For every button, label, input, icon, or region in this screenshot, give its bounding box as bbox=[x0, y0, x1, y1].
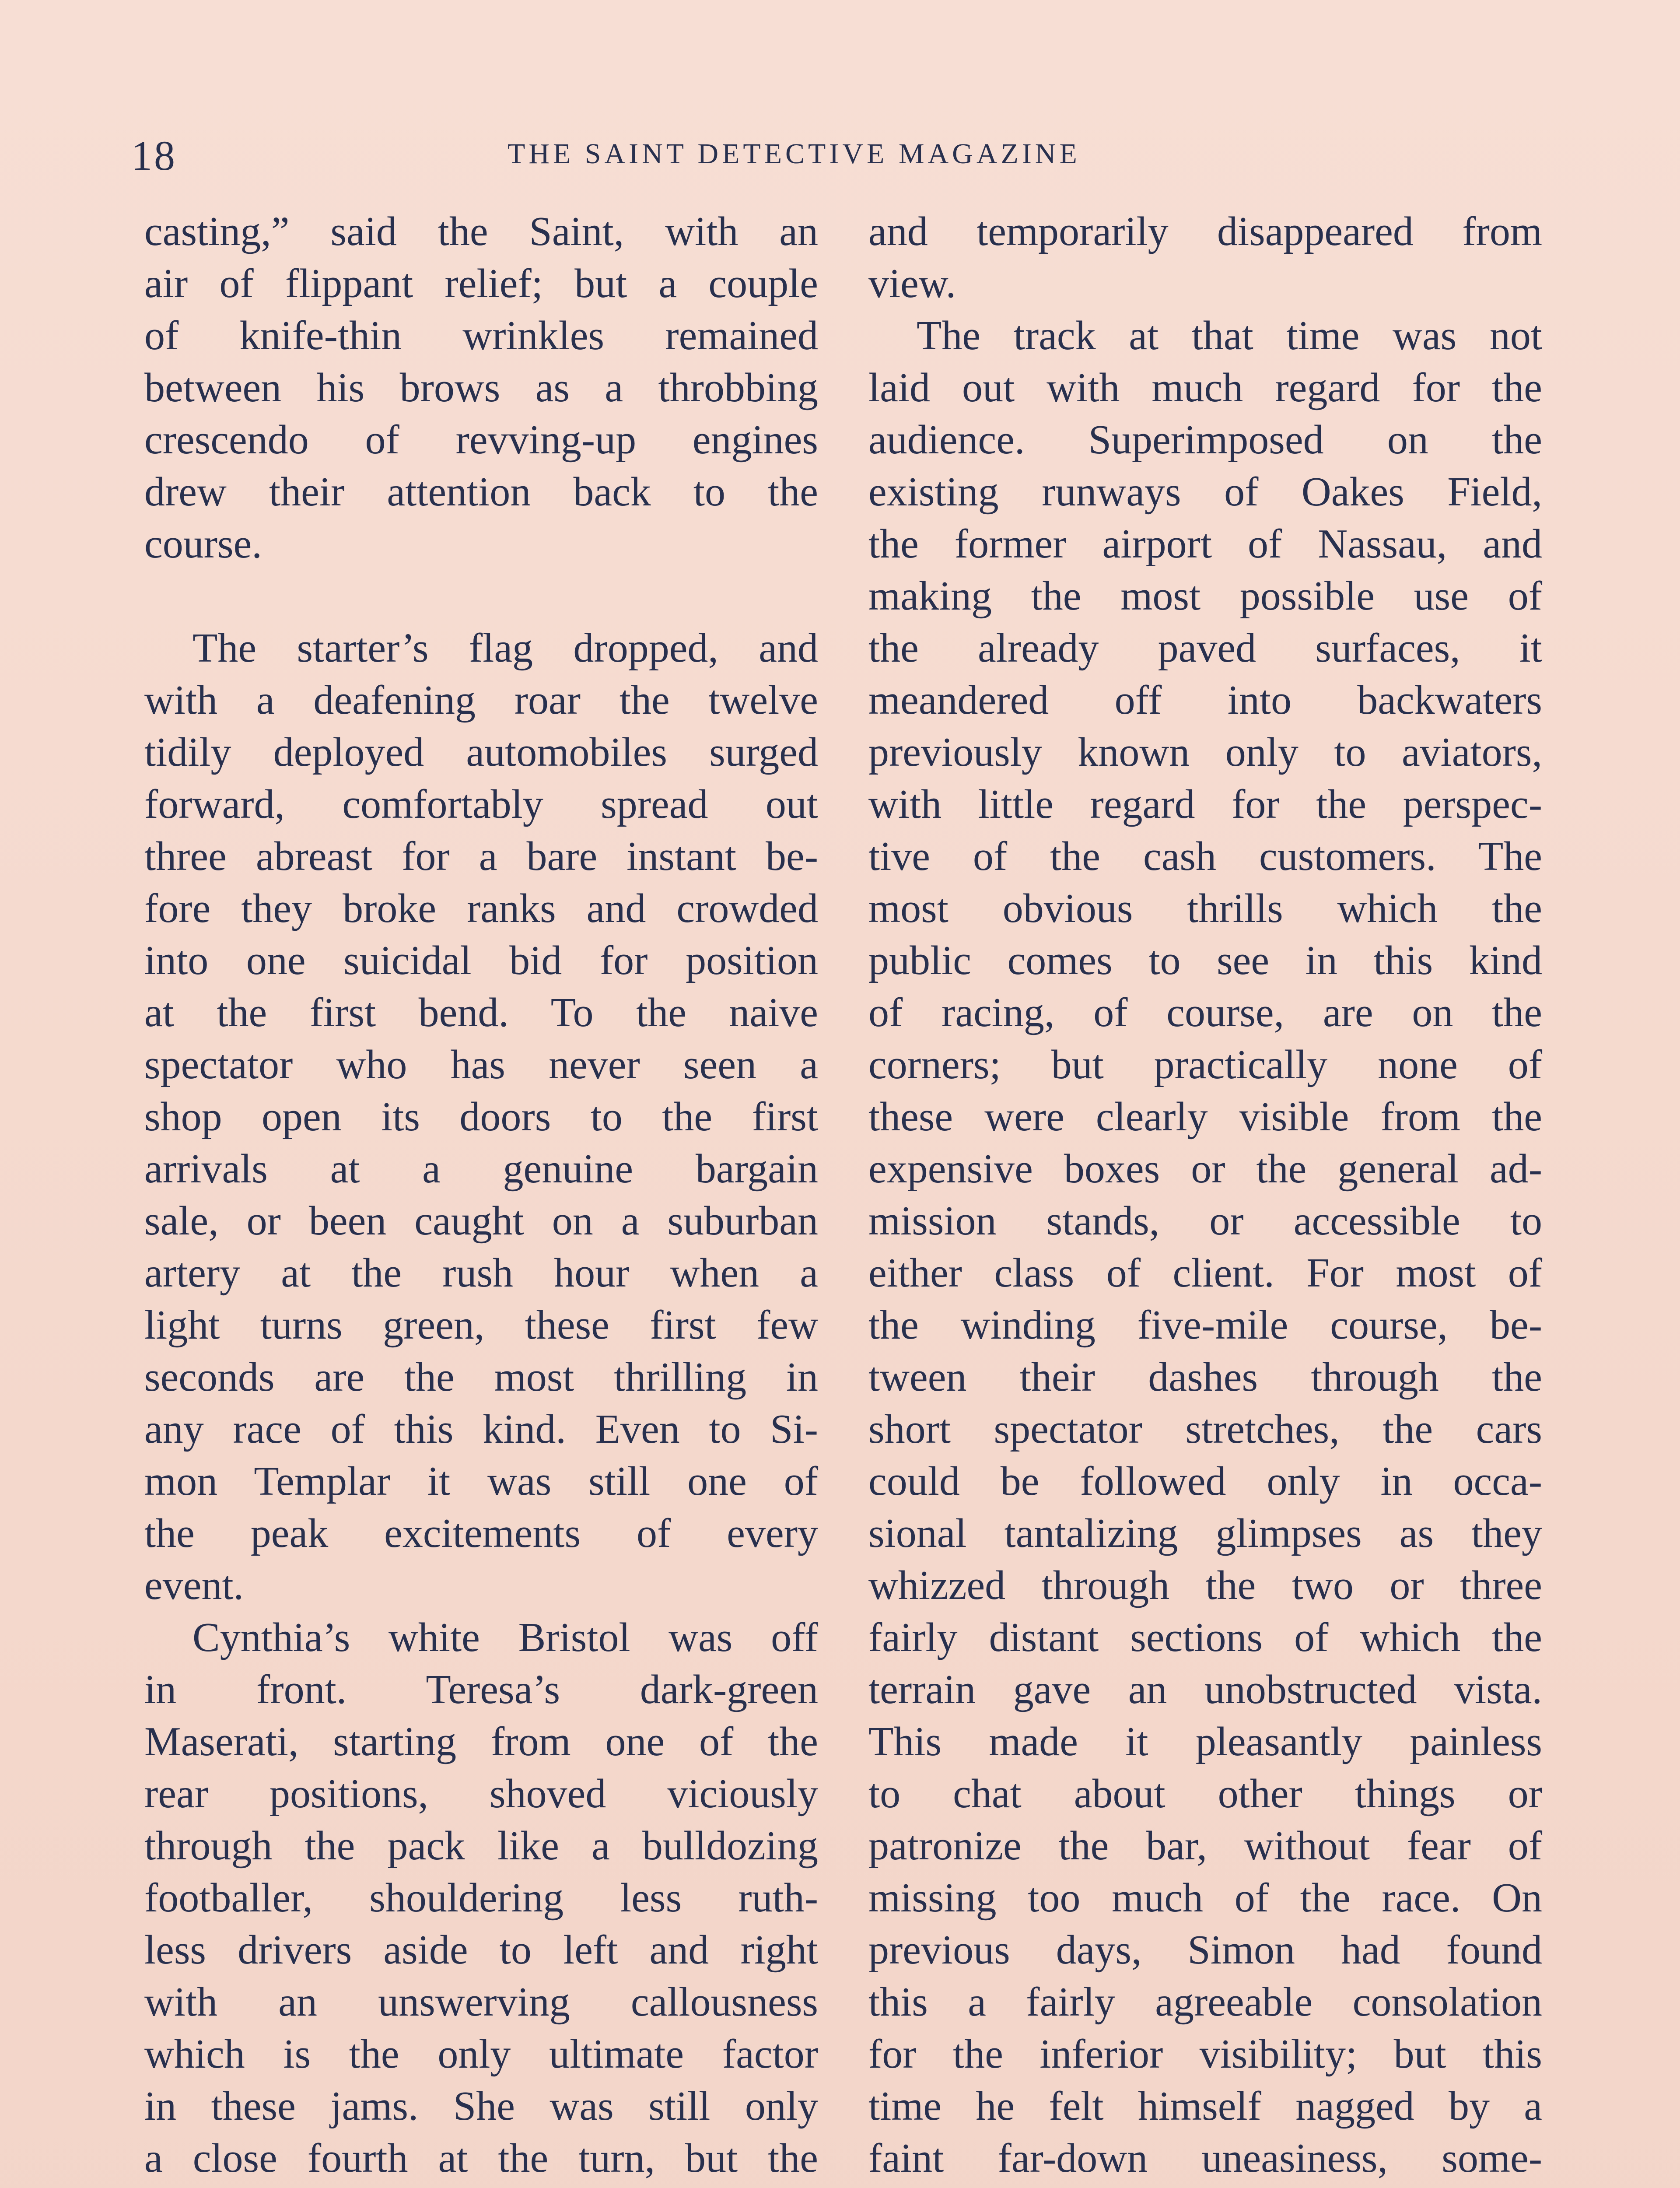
text-line: event. bbox=[144, 1563, 244, 1608]
text-line: previous days, Simon had found bbox=[868, 1927, 1542, 1973]
text-line: public comes to see in this kind bbox=[868, 938, 1542, 983]
text-line: rear positions, shoved viciously bbox=[144, 1771, 818, 1816]
text-line: The starter’s flag dropped, and bbox=[192, 625, 818, 671]
text-line: fore they broke ranks and crowded bbox=[144, 886, 818, 931]
text-line: fairly distant sections of which the bbox=[868, 1615, 1542, 1660]
text-line: short spectator stretches, the cars bbox=[868, 1406, 1542, 1452]
text-line: Cynthia’s white Bristol was off bbox=[192, 1615, 818, 1660]
text-line: a close fourth at the turn, but the bbox=[144, 2135, 818, 2181]
text-line: which is the only ultimate factor bbox=[144, 2031, 818, 2077]
text-line: view. bbox=[868, 261, 956, 306]
text-line: forward, comfortably spread out bbox=[144, 782, 818, 827]
text-line: three abreast for a bare instant be- bbox=[144, 834, 818, 879]
text-line: time he felt himself nagged by a bbox=[868, 2083, 1542, 2129]
text-line: either class of client. For most of bbox=[868, 1250, 1542, 1296]
text-line: patronize the bar, without fear of bbox=[868, 1823, 1542, 1869]
text-line: of knife-thin wrinkles remained bbox=[144, 313, 818, 358]
text-line bbox=[144, 2184, 818, 2188]
text-line: the already paved surfaces, it bbox=[868, 625, 1542, 671]
text-line: casting,” said the Saint, with an bbox=[144, 209, 818, 254]
text-line: light turns green, these first few bbox=[144, 1302, 818, 1348]
text-line: making the most possible use of bbox=[868, 573, 1542, 619]
text-line: tidily deployed automobiles surged bbox=[144, 729, 818, 775]
text-line: could be followed only in occa- bbox=[868, 1459, 1542, 1504]
text-line: The track at that time was not bbox=[917, 313, 1542, 358]
text-line: corners; but practically none of bbox=[868, 1042, 1542, 1087]
text-line: the peak excitements of every bbox=[144, 1511, 818, 1556]
text-line: the winding five-mile course, be- bbox=[868, 1302, 1542, 1348]
text-line: for the inferior visibility; but this bbox=[868, 2031, 1542, 2077]
text-line: shop open its doors to the first bbox=[144, 1094, 818, 1140]
text-line: audience. Superimposed on the bbox=[868, 417, 1542, 463]
text-line: air of flippant relief; but a couple bbox=[144, 261, 818, 306]
text-line: at the first bend. To the naive bbox=[144, 990, 818, 1035]
text-line: whizzed through the two or three bbox=[868, 1563, 1542, 1608]
text-line: course. bbox=[144, 521, 262, 567]
text-line: any race of this kind. Even to Si- bbox=[144, 1406, 818, 1452]
text-line: mission stands, or accessible to bbox=[868, 1198, 1542, 1244]
text-line: and temporarily disappeared from bbox=[868, 209, 1542, 254]
text-line: this a fairly agreeable consolation bbox=[868, 1979, 1542, 2025]
text-line: laid out with much regard for the bbox=[868, 365, 1542, 410]
text-line: in front. Teresa’s dark-green bbox=[144, 1667, 818, 1712]
text-line: mon Templar it was still one of bbox=[144, 1459, 818, 1504]
text-line: through the pack like a bulldozing bbox=[144, 1823, 818, 1869]
text-line: tive of the cash customers. The bbox=[868, 834, 1542, 879]
text-line: arrivals at a genuine bargain bbox=[144, 1146, 818, 1192]
paragraph-gap bbox=[144, 570, 818, 622]
page-number: 18 bbox=[131, 132, 177, 179]
text-line: sale, or been caught on a suburban bbox=[144, 1198, 818, 1244]
text-line: with an unswerving callousness bbox=[144, 1979, 818, 2025]
text-line: faint far-down uneasiness, some- bbox=[868, 2135, 1542, 2181]
text-line: drew their attention back to the bbox=[144, 469, 818, 515]
text-line: previously known only to aviators, bbox=[868, 729, 1542, 775]
text-line: This made it pleasantly painless bbox=[868, 1719, 1542, 1764]
text-line: most obvious thrills which the bbox=[868, 886, 1542, 931]
text-line: sional tantalizing glimpses as they bbox=[868, 1511, 1542, 1556]
text-line: to chat about other things or bbox=[868, 1771, 1542, 1816]
text-line: expensive boxes or the general ad- bbox=[868, 1146, 1542, 1192]
text-line: artery at the rush hour when a bbox=[144, 1250, 818, 1296]
text-line bbox=[868, 2184, 1542, 2188]
text-line: into one suicidal bid for position bbox=[144, 938, 818, 983]
right-text-column bbox=[868, 206, 1542, 2188]
text-line: spectator who has never seen a bbox=[144, 1042, 818, 1087]
text-line: crescendo of revving-up engines bbox=[144, 417, 818, 463]
text-line: Maserati, starting from one of the bbox=[144, 1719, 818, 1764]
left-text-column bbox=[144, 206, 818, 2188]
text-line: meandered off into backwaters bbox=[868, 677, 1542, 723]
text-line: tween their dashes through the bbox=[868, 1354, 1542, 1400]
text-line: with a deafening roar the twelve bbox=[144, 677, 818, 723]
text-line: in these jams. She was still only bbox=[144, 2083, 818, 2129]
text-line: terrain gave an unobstructed vista. bbox=[868, 1667, 1542, 1712]
text-line: of racing, of course, are on the bbox=[868, 990, 1542, 1035]
running-head bbox=[131, 131, 1531, 184]
text-line: with little regard for the perspec- bbox=[868, 782, 1542, 827]
text-line: less drivers aside to left and right bbox=[144, 1927, 818, 1973]
text-line: missing too much of the race. On bbox=[868, 1875, 1542, 1921]
text-line: footballer, shouldering less ruth- bbox=[144, 1875, 818, 1921]
text-line: existing runways of Oakes Field, bbox=[868, 469, 1542, 515]
text-line: these were clearly visible from the bbox=[868, 1094, 1542, 1140]
text-line: seconds are the most thrilling in bbox=[144, 1354, 818, 1400]
text-line: between his brows as a throbbing bbox=[144, 365, 818, 410]
magazine-title: THE SAINT DETECTIVE MAGAZINE bbox=[508, 138, 1081, 170]
text-line: the former airport of Nassau, and bbox=[868, 521, 1542, 567]
